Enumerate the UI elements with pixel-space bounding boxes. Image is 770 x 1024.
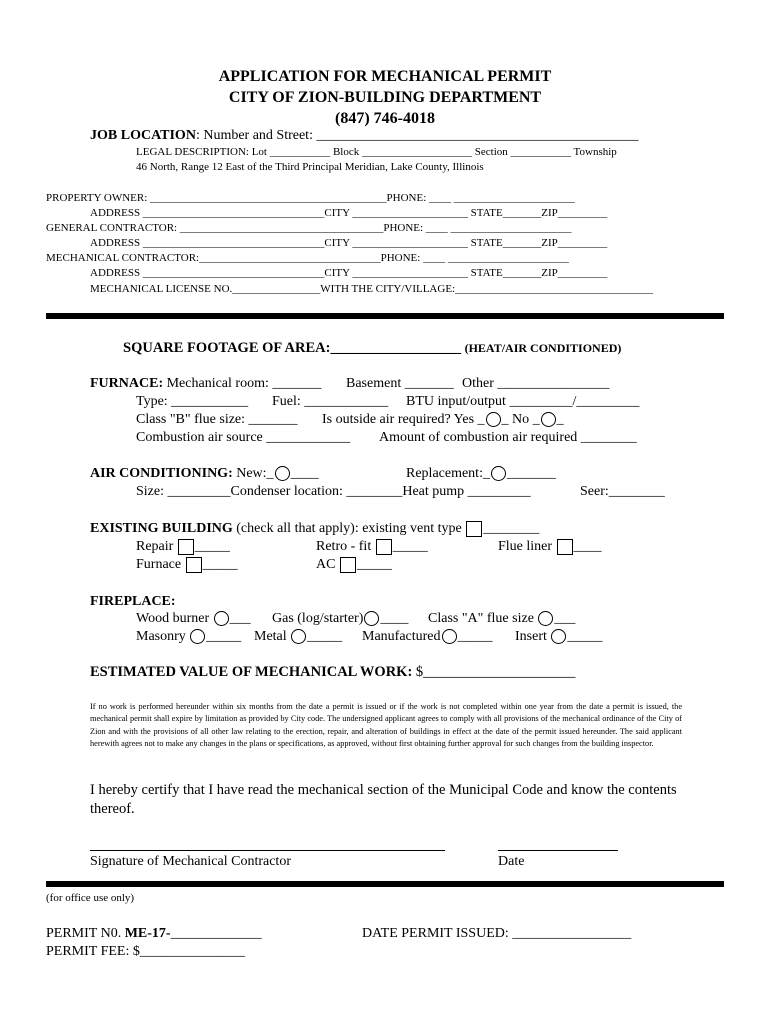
manufactured-radio[interactable] bbox=[442, 629, 457, 644]
wood-burner-radio[interactable] bbox=[214, 611, 229, 626]
contractor-address-field[interactable]: ADDRESS _________________________________CITY _____________________ STATE_______ZIP_________ bbox=[90, 237, 608, 249]
repair-checkbox[interactable] bbox=[178, 539, 194, 555]
form-title: APPLICATION FOR MECHANICAL PERMIT bbox=[218, 68, 552, 85]
vent-type-blank: ________ bbox=[483, 521, 540, 537]
class-a-flue-option bbox=[428, 611, 575, 627]
owner-address-field[interactable]: ADDRESS _________________________________CITY _____________________ STATE_______ZIP_________ bbox=[90, 207, 608, 219]
mech-address-field[interactable]: ADDRESS _________________________________CITY _____________________ STATE_______ZIP_________ bbox=[90, 267, 608, 279]
furnace-type-field[interactable]: Type: ___________ bbox=[136, 394, 249, 409]
existing-building-instructions: (check all that apply): existing vent type bbox=[236, 521, 462, 537]
metal-radio[interactable] bbox=[291, 629, 306, 644]
permit-fee-field[interactable]: PERMIT FEE: $_______________ bbox=[46, 944, 245, 959]
outside-air-no-label: No _ bbox=[512, 412, 540, 427]
outside-air-no-radio[interactable] bbox=[541, 412, 556, 427]
class-a-flue-blank: ___ bbox=[554, 611, 576, 626]
ac-new-label: New:_ bbox=[236, 466, 274, 481]
heat-ac-note: (HEAT/AIR CONDITIONED) bbox=[464, 341, 622, 355]
retrofit-option bbox=[316, 539, 428, 555]
combustion-source-field[interactable]: Combustion air source ____________ bbox=[136, 430, 351, 445]
manufactured-blank: _____ bbox=[457, 629, 493, 644]
ac-new-blank: ____ bbox=[290, 466, 319, 481]
furnace-label-row bbox=[90, 376, 321, 392]
ac-replacement-label: Replacement:_ bbox=[406, 466, 490, 481]
flue-size-field[interactable]: Class "B" flue size: _______ bbox=[136, 412, 298, 427]
office-use-note: (for office use only) bbox=[46, 892, 135, 904]
job-location-row[interactable] bbox=[90, 128, 638, 144]
furnace-label: FURNACE: bbox=[90, 376, 164, 391]
department-name: CITY OF ZION-BUILDING DEPARTMENT bbox=[228, 89, 542, 106]
repair-blank: _____ bbox=[194, 539, 230, 555]
masonry-option bbox=[136, 629, 241, 645]
legal-description[interactable]: LEGAL DESCRIPTION: Lot ___________ Block ____________________ Section ___________ Township bbox=[136, 146, 617, 158]
existing-building-row bbox=[90, 521, 539, 537]
square-footage-field[interactable]: SQUARE FOOTAGE OF AREA:__________________ bbox=[123, 340, 461, 356]
class-a-flue-radio[interactable] bbox=[538, 611, 553, 626]
gas-blank: ____ bbox=[380, 611, 409, 626]
insert-blank: _____ bbox=[567, 629, 603, 644]
insert-option bbox=[515, 629, 602, 645]
retrofit-blank: _____ bbox=[392, 539, 428, 555]
square-footage-row[interactable] bbox=[123, 340, 621, 357]
estimated-value-label: ESTIMATED VALUE OF MECHANICAL WORK: bbox=[90, 664, 413, 680]
combustion-amount-field[interactable]: Amount of combustion air required ________ bbox=[379, 430, 637, 445]
fireplace-label: FIREPLACE: bbox=[90, 594, 176, 609]
estimated-value-row[interactable] bbox=[90, 664, 575, 681]
outside-air-no-blank: _ bbox=[556, 412, 564, 427]
metal-blank: _____ bbox=[307, 629, 343, 644]
mechanical-room-field[interactable]: Mechanical room: _______ bbox=[166, 376, 322, 391]
job-location-label: JOB LOCATION bbox=[90, 128, 196, 143]
basement-field[interactable]: Basement _______ bbox=[346, 376, 454, 391]
flue-liner-option bbox=[498, 539, 602, 555]
class-a-flue-label: Class "A" flue size bbox=[428, 611, 534, 626]
other-field[interactable]: Other ________________ bbox=[462, 376, 610, 391]
date-line[interactable] bbox=[498, 850, 618, 851]
fuel-field[interactable]: Fuel: ____________ bbox=[272, 394, 389, 409]
manufactured-label: Manufactured bbox=[362, 629, 441, 644]
ac-size-condenser-heatpump-field[interactable]: Size: _________Condenser location: ________Heat pump _________ bbox=[136, 484, 531, 499]
masonry-label: Masonry bbox=[136, 629, 186, 644]
ac-checkbox[interactable] bbox=[340, 557, 356, 573]
permit-number-row[interactable] bbox=[46, 926, 262, 942]
mechanical-contractor-field[interactable]: MECHANICAL CONTRACTOR:_________________________________PHONE: ____ ______________________ bbox=[46, 252, 569, 264]
general-contractor-field[interactable]: GENERAL CONTRACTOR: _____________________________________PHONE: ____ ______________________ bbox=[46, 222, 572, 234]
flue-liner-blank: ____ bbox=[573, 539, 602, 555]
date-label: Date bbox=[498, 854, 525, 869]
section-divider-top bbox=[46, 313, 724, 319]
ac-option-label: AC bbox=[316, 557, 336, 573]
signature-label: Signature of Mechanical Contractor bbox=[90, 854, 291, 869]
wood-burner-option bbox=[136, 611, 251, 627]
ac-replacement-radio[interactable] bbox=[491, 466, 506, 481]
repair-label: Repair bbox=[136, 539, 174, 555]
job-location-street[interactable]: : Number and Street: ______________________________________________ bbox=[195, 128, 639, 143]
gas-option bbox=[272, 611, 408, 627]
outside-air-row bbox=[322, 412, 564, 428]
ac-option bbox=[316, 557, 392, 573]
furnace-checkbox[interactable] bbox=[186, 557, 202, 573]
property-owner-field[interactable]: PROPERTY OWNER: ___________________________________________PHONE: ____ ______________________ bbox=[46, 192, 575, 204]
certification-statement: I hereby certify that I have read the mechanical section of the Municipal Code and know the contents thereof. bbox=[90, 782, 677, 817]
outside-air-yes-label: Yes _ bbox=[453, 412, 485, 427]
gas-label: Gas (log/starter) bbox=[272, 611, 364, 626]
retrofit-label: Retro - fit bbox=[316, 539, 372, 555]
seer-field[interactable]: Seer:________ bbox=[580, 484, 665, 499]
section-divider-bottom bbox=[46, 881, 724, 887]
repair-option bbox=[136, 539, 230, 555]
outside-air-question: Is outside air required? bbox=[322, 412, 451, 427]
btu-field[interactable]: BTU input/output _________/_________ bbox=[406, 394, 640, 409]
outside-air-yes-blank: _ bbox=[501, 412, 509, 427]
estimated-value-field[interactable]: $_____________________ bbox=[412, 664, 576, 680]
department-phone: (847) 746-4018 bbox=[335, 110, 435, 127]
wood-burner-blank: ___ bbox=[229, 611, 251, 626]
ac-replacement bbox=[406, 466, 556, 482]
ac-new-radio[interactable] bbox=[275, 466, 290, 481]
wood-burner-label: Wood burner bbox=[136, 611, 210, 626]
gas-radio[interactable] bbox=[364, 611, 379, 626]
furnace-option bbox=[136, 557, 238, 573]
outside-air-yes-radio[interactable] bbox=[486, 412, 501, 427]
license-number-field[interactable]: MECHANICAL LICENSE NO.________________WITH THE CITY/VILLAGE:____________________________________ bbox=[90, 283, 654, 295]
furnace-blank: _____ bbox=[202, 557, 238, 573]
ac-blank: _____ bbox=[356, 557, 392, 573]
permit-number-field[interactable]: _____________ bbox=[170, 926, 262, 941]
furnace-option-label: Furnace bbox=[136, 557, 182, 573]
flue-liner-checkbox[interactable] bbox=[557, 539, 573, 555]
metal-option bbox=[254, 629, 342, 645]
permit-terms: If no work is performed hereunder within six months from the date a permit is issued or if the work is not completed within one year from the date a permit is issued, the mechanical permit shall expire by limitation as provided by City code. The undersigned applicant agrees to comply with all provisions of the mechanical ordinance of the City of Zion and with the provisions of all other law relating to the erection, repair, and alteration of buildings in effect at the date of the permit issued hereunder. The said applicant herewith agrees not to make any changes in the plans or specifications, as approved, without first obtaining further approval for such changes from the building inspector. bbox=[90, 702, 682, 749]
masonry-blank: _____ bbox=[206, 629, 242, 644]
ac-replacement-blank: _______ bbox=[506, 466, 556, 481]
retrofit-checkbox[interactable] bbox=[376, 539, 392, 555]
meridian-description: 46 North, Range 12 East of the Third Principal Meridian, Lake County, Illinois bbox=[136, 161, 484, 173]
ac-label: AIR CONDITIONING: bbox=[90, 466, 233, 481]
permit-number-label: PERMIT N0. bbox=[46, 926, 125, 941]
permit-number-prefix: ME-17- bbox=[124, 926, 171, 941]
date-permit-issued-field[interactable]: DATE PERMIT ISSUED: _________________ bbox=[362, 926, 632, 941]
insert-label: Insert bbox=[515, 629, 547, 644]
manufactured-option bbox=[362, 629, 493, 645]
flue-liner-label: Flue liner bbox=[498, 539, 553, 555]
ac-row bbox=[90, 466, 319, 482]
masonry-radio[interactable] bbox=[190, 629, 205, 644]
vent-type-checkbox[interactable] bbox=[466, 521, 482, 537]
signature-line[interactable] bbox=[90, 850, 445, 851]
insert-radio[interactable] bbox=[551, 629, 566, 644]
metal-label: Metal bbox=[254, 629, 287, 644]
existing-building-label: EXISTING BUILDING bbox=[90, 521, 233, 537]
